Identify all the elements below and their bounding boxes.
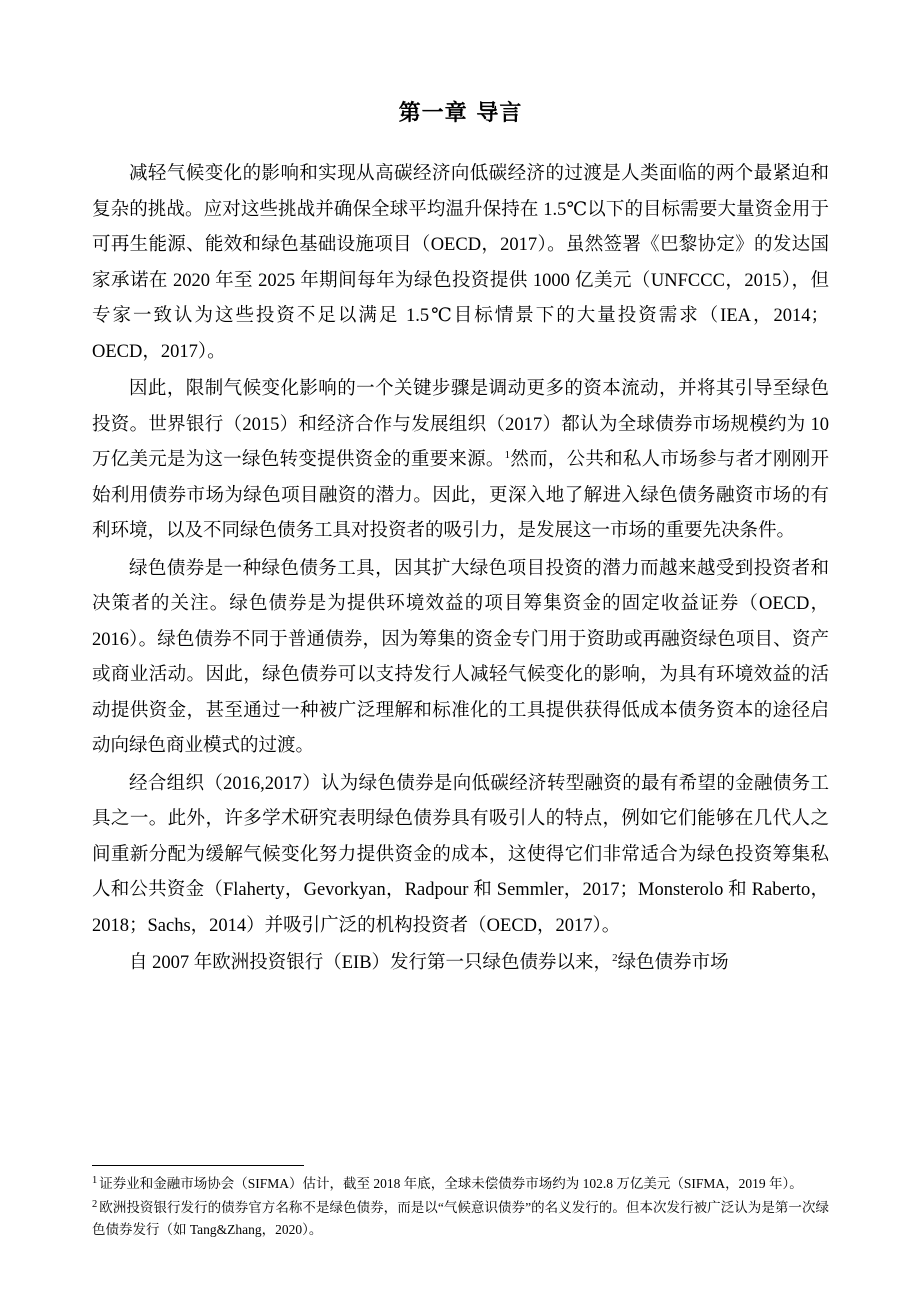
paragraph-2-part-1: 因此，限制气候变化影响的一个关键步骤是调动更多的资本流动，并将其引导至绿色投资。世界银行（2015）和经济合作与发展组织（2017）都认为全球债券市场规模约为 10 万亿美元是为这一绿色转变提供资金的重要来源。 <box>92 379 829 471</box>
footnote-ref-1[interactable]: 1 <box>504 448 511 461</box>
paragraph-4: 经合组织（2016,2017）认为绿色债券是向低碳经济转型融资的最有希望的金融债务工具之一。此外，许多学术研究表明绿色债券具有吸引人的特点，例如它们能够在几代人之间重新分配为缓解气候变化努力提供资金的成本，这使得它们非常适合为绿色投资筹集私人和公共资金（Flaherty，Gevorkyan，Radpour 和 Semmler，2017；Monsterolo 和 Raberto，2018；Sachs，2014）并吸引广泛的机构投资者（OECD，2017）。 <box>92 773 829 936</box>
footnote-ref-2[interactable]: 2 <box>612 952 618 965</box>
paragraph-2 <box>92 372 829 550</box>
footnote-1-text: 证券业和金融市场协会（SIFMA）估计，截至 2018 年底，全球未偿债券市场约为 102.8 万亿美元（SIFMA，2019 年）。 <box>99 1176 803 1192</box>
paragraph-3: 绿色债券是一种绿色债务工具，因其扩大绿色项目投资的潜力而越来越受到投资者和决策者的关注。绿色债券是为提供环境效益的项目筹集资金的固定收益证券（OECD，2016）。绿色债券不同于普通债券，因为筹集的资金专门用于资助或再融资绿色项目、资产或商业活动。因此，绿色债券可以支持发行人减轻气候变化的影响，为具有环境效益的活动提供资金，甚至通过一种被广泛理解和标准化的工具提供获得低成本债务资本的途径启动向绿色商业模式的过渡。 <box>92 558 829 757</box>
footnote-1 <box>92 1173 829 1195</box>
footnotes-section <box>92 1165 829 1243</box>
footnote-2-marker: 2 <box>92 1198 98 1210</box>
paragraph-2-part-2: 然而，公共和私人市场参与者才刚刚开始利用债券市场为绿色项目融资的潜力。因此，更深入地了解进入绿色债务融资市场的有利环境，以及不同绿色债务工具对投资者的吸引力，是发展这一市场的重要先决条件。 <box>92 450 829 542</box>
document-body <box>92 157 829 982</box>
paragraph-1: 减轻气候变化的影响和实现从高碳经济向低碳经济的过渡是人类面临的两个最紧迫和复杂的挑战。应对这些挑战并确保全球平均温升保持在 1.5℃以下的目标需要大量资金用于可再生能源、能效和绿色基础设施项目（OECD，2017）。虽然签署《巴黎协定》的发达国家承诺在 2020 年至 2025 年期间每年为绿色投资提供 1000 亿美元（UNFCCC，2015），但专家一致认为这些投资不足以满足 1.5℃目标情景下的大量投资需求（IEA，2014；OECD，2017）。 <box>92 164 829 362</box>
paragraph-5-part-1: 自 2007 年欧洲投资银行（EIB）发行第一只绿色债券以来， <box>129 953 613 974</box>
footnote-2 <box>92 1197 829 1241</box>
footnote-1-marker: 1 <box>92 1174 98 1186</box>
footnote-2-text: 欧洲投资银行发行的债券官方名称不是绿色债券，而是以“气候意识债券”的名义发行的。但本次发行被广泛认为是第一次绿色债券发行（如 Tang&Zhang，2020）。 <box>92 1200 829 1238</box>
page-title: 第一章 导言 <box>398 101 523 126</box>
paragraph-5 <box>92 946 829 982</box>
paragraph-5-part-2: 绿色债券市场 <box>617 953 729 974</box>
footnote-divider <box>92 1165 304 1166</box>
